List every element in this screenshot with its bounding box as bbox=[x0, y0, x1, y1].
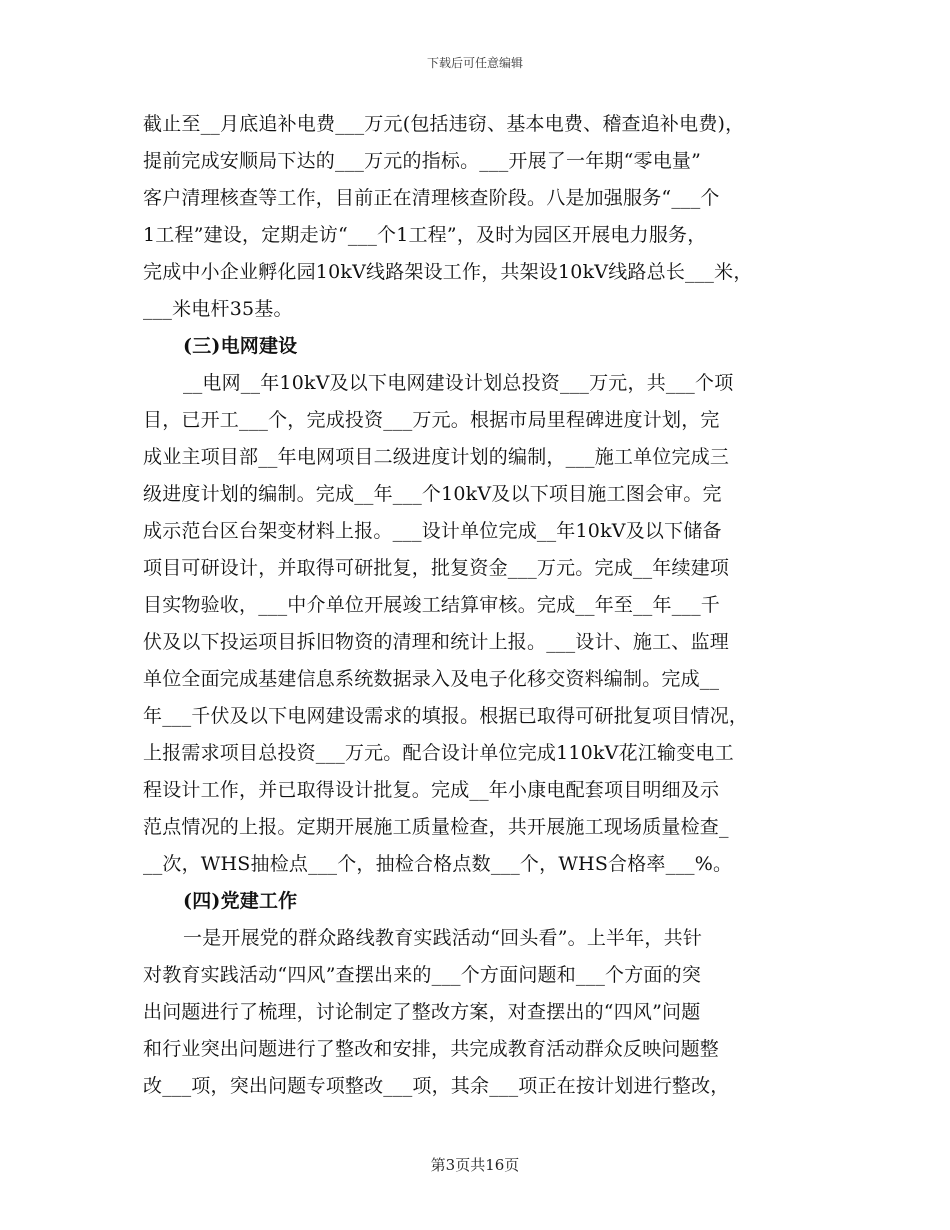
body-line: ___米电杆35基。 bbox=[143, 298, 293, 320]
body-line: 单位全面完成基建信息系统数据录入及电子化移交资料编制。完成__ bbox=[143, 668, 720, 690]
body-line: 年___千伏及以下电网建设需求的填报。根据已取得可研批复项目情况， bbox=[143, 705, 749, 727]
body-line: 一是开展党的群众路线教育实践活动“回头看”。上半年，共针 bbox=[183, 927, 703, 949]
body-line: 目，已开工___个，完成投资___万元。根据市局里程碑进度计划，完 bbox=[143, 409, 720, 431]
body-line: 上报需求项目总投资___万元。配合设计单位完成110kV花江输变电工 bbox=[143, 742, 734, 764]
body-line: 改___项，突出问题专项整改___项，其余___项正在按计划进行整改， bbox=[143, 1075, 730, 1097]
body-line: __电网__年10kV及以下电网建设计划总投资___万元，共___个项 bbox=[183, 372, 734, 394]
body-line: 完成中小企业孵化园10kV线路架设工作，共架设10kV线路总长___米， bbox=[143, 261, 753, 283]
section-heading-party-building: (四)党建工作 bbox=[183, 890, 298, 912]
body-line: 客户清理核查等工作，目前正在清理核查阶段。八是加强服务“___个 bbox=[143, 187, 720, 209]
document-body bbox=[143, 106, 811, 1105]
body-line: 截止至__月底追补电费___万元(包括违窃、基本电费、稽查追补电费)， bbox=[143, 113, 745, 135]
body-line: 目实物验收，___中介单位开展竣工结算审核。完成__年至__年___千 bbox=[143, 594, 721, 616]
body-line: 范点情况的上报。定期开展施工质量检查，共开展施工现场质量检查_ bbox=[143, 816, 729, 838]
body-line: 成业主项目部__年电网项目二级进度计划的编制，___施工单位完成三 bbox=[143, 446, 730, 468]
body-line: 和行业突出问题进行了整改和安排，共完成教育活动群众反映问题整 bbox=[143, 1038, 720, 1060]
body-line: 成示范台区台架变材料上报。___设计单位完成__年10kV及以下储备 bbox=[143, 520, 722, 542]
body-line: __次，WHS抽检点___个，抽检合格点数___个，WHS合格率___%。 bbox=[143, 853, 733, 875]
body-line: 1工程”建设，定期走访“___个1工程”，及时为园区开展电力服务， bbox=[143, 224, 707, 246]
body-line: 级进度计划的编制。完成__年___个10kV及以下项目施工图会审。完 bbox=[143, 483, 722, 505]
body-line: 程设计工作，并已取得设计批复。完成__年小康电配套项目明细及示 bbox=[143, 779, 720, 801]
page-number: 第3页共16页 bbox=[430, 1156, 520, 1174]
page-header: 下载后可任意编辑 bbox=[426, 56, 523, 70]
body-line: 伏及以下投运项目拆旧物资的清理和统计上报。___设计、施工、监理 bbox=[143, 631, 729, 653]
section-heading-grid-construction: (三)电网建设 bbox=[183, 335, 298, 357]
body-line: 提前完成安顺局下达的___万元的指标。___开展了一年期“零电量” bbox=[143, 150, 702, 172]
body-line: 项目可研设计，并取得可研批复，批复资金___万元。完成__年续建项 bbox=[143, 557, 730, 579]
body-line: 出问题进行了梳理，讨论制定了整改方案，对查摆出的“四风”问题 bbox=[143, 1001, 701, 1023]
body-line: 对教育实践活动“四风”查摆出来的___个方面问题和___个方面的突 bbox=[143, 964, 702, 986]
